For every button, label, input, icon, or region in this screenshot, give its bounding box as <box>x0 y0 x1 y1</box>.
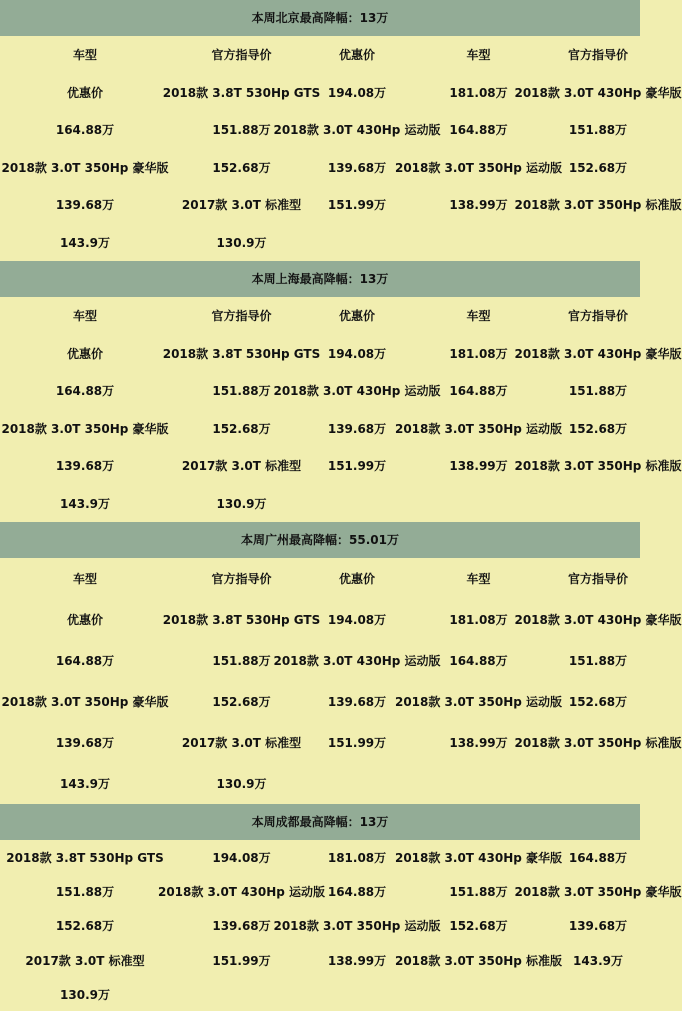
model-cell <box>313 763 401 804</box>
price-cell: 151.99万 <box>327 459 387 474</box>
column-header: 优惠价 <box>66 613 103 627</box>
section-title: 本周北京最高降幅：13万 <box>0 0 640 36</box>
price-cell: 181.08万 <box>327 850 387 865</box>
price-table <box>0 297 682 522</box>
model-cell <box>170 977 313 1011</box>
price-cell: 130.9万 <box>216 496 267 511</box>
column-header: 官方指导价 <box>567 309 628 324</box>
section-title: 本周上海最高降幅：13万 <box>0 261 640 297</box>
price-cell: 151.99万 <box>212 953 271 968</box>
price-cell: 152.68万 <box>568 421 628 436</box>
price-cell: 151.88万 <box>212 654 271 668</box>
model-cell: 2018款 3.0T 350Hp 运动版 <box>394 421 563 436</box>
model-cell: 2018款 3.0T 350Hp 豪华版 <box>514 884 682 899</box>
model-cell <box>313 224 401 262</box>
price-cell: 151.88万 <box>568 123 628 138</box>
price-cell: 151.88万 <box>212 123 271 138</box>
price-cell: 139.68万 <box>55 736 115 750</box>
price-table <box>0 36 682 261</box>
column-header: 优惠价 <box>338 572 375 586</box>
model-cell <box>313 485 401 523</box>
price-cell: 151.88万 <box>568 654 628 668</box>
price-cell: 164.88万 <box>449 384 508 399</box>
price-cell: 152.68万 <box>212 421 271 436</box>
price-table <box>0 840 682 1011</box>
price-cell: 151.88万 <box>449 884 508 899</box>
price-cell: 152.68万 <box>449 919 508 934</box>
model-cell: 2017款 3.0T 标准型 <box>25 953 145 968</box>
price-cell: 139.68万 <box>55 198 115 213</box>
price-cell: 139.68万 <box>212 919 271 934</box>
price-cell: 152.68万 <box>55 919 115 934</box>
model-cell: 2018款 3.0T 350Hp 标准版 <box>514 736 682 750</box>
column-header: 车型 <box>72 48 97 63</box>
column-header: 车型 <box>466 48 491 63</box>
price-cell: 138.99万 <box>449 459 508 474</box>
column-header: 优惠价 <box>66 346 103 361</box>
price-cell: 152.68万 <box>212 160 271 175</box>
model-cell: 2018款 3.0T 430Hp 豪华版 <box>514 346 682 361</box>
price-section <box>0 0 682 261</box>
model-cell: 2018款 3.8T 530Hp GTS <box>162 346 321 361</box>
price-cell: 151.88万 <box>212 384 271 399</box>
model-cell: 2018款 3.8T 530Hp GTS <box>162 85 321 100</box>
price-cell: 194.08万 <box>327 613 387 627</box>
price-cell: 151.99万 <box>327 736 387 750</box>
price-cell: 143.9万 <box>60 496 110 511</box>
price-cell: 164.88万 <box>449 654 508 668</box>
price-cell <box>401 224 556 262</box>
price-cell: 181.08万 <box>449 346 508 361</box>
column-header: 车型 <box>72 572 97 586</box>
model-cell: 2018款 3.0T 350Hp 标准版 <box>394 953 563 968</box>
price-cell: 130.9万 <box>60 987 110 1002</box>
model-cell: 2018款 3.0T 430Hp 豪华版 <box>394 850 563 865</box>
column-header: 优惠价 <box>338 309 375 324</box>
model-cell: 2018款 3.0T 430Hp 运动版 <box>273 654 441 668</box>
model-cell: 2018款 3.0T 430Hp 运动版 <box>157 884 326 899</box>
model-cell: 2017款 3.0T 标准型 <box>181 459 302 474</box>
section-title: 本周成都最高降幅：13万 <box>0 804 640 840</box>
price-cell <box>401 485 556 523</box>
price-cell: 164.88万 <box>449 123 508 138</box>
column-header: 官方指导价 <box>211 572 272 586</box>
column-header: 官方指导价 <box>211 309 272 324</box>
column-header: 车型 <box>466 572 491 586</box>
model-cell: 2018款 3.0T 350Hp 运动版 <box>273 919 441 934</box>
column-header: 官方指导价 <box>567 48 628 63</box>
column-header: 官方指导价 <box>567 572 628 586</box>
price-cell: 181.08万 <box>449 85 508 100</box>
model-cell: 2018款 3.8T 530Hp GTS <box>162 613 321 627</box>
price-table <box>0 558 682 804</box>
price-section <box>0 261 682 522</box>
price-cell <box>401 763 556 804</box>
model-cell: 2018款 3.0T 350Hp 标准版 <box>514 198 682 213</box>
price-cell: 181.08万 <box>449 613 508 627</box>
model-cell: 2017款 3.0T 标准型 <box>181 198 302 213</box>
price-cell: 164.88万 <box>55 384 115 399</box>
price-section <box>0 522 682 804</box>
model-cell: 2018款 3.8T 530Hp GTS <box>6 850 164 865</box>
column-header: 官方指导价 <box>211 48 272 63</box>
model-cell: 2018款 3.0T 350Hp 运动版 <box>394 160 563 175</box>
model-cell: 2017款 3.0T 标准型 <box>181 736 302 750</box>
price-cell: 139.68万 <box>327 421 387 436</box>
price-cell: 151.88万 <box>568 384 628 399</box>
price-cell: 194.08万 <box>327 346 387 361</box>
price-cell: 164.88万 <box>568 850 628 865</box>
price-cell <box>313 977 401 1011</box>
price-section <box>0 804 682 1011</box>
price-cell: 152.68万 <box>212 695 271 709</box>
model-cell: 2018款 3.0T 430Hp 运动版 <box>273 384 441 399</box>
price-cell: 151.99万 <box>327 198 387 213</box>
price-cell: 138.99万 <box>327 953 387 968</box>
price-cell: 130.9万 <box>216 777 267 791</box>
column-header: 车型 <box>466 309 491 324</box>
price-cell: 138.99万 <box>449 736 508 750</box>
price-cell: 143.9万 <box>573 953 623 968</box>
model-cell: 2018款 3.0T 350Hp 豪华版 <box>1 160 169 175</box>
model-cell: 2018款 3.0T 430Hp 运动版 <box>273 123 441 138</box>
price-cell: 139.68万 <box>55 459 115 474</box>
price-cell: 164.88万 <box>55 123 115 138</box>
price-cell: 139.68万 <box>327 695 387 709</box>
column-header: 优惠价 <box>338 48 375 63</box>
price-cell: 152.68万 <box>568 695 628 709</box>
price-cell <box>401 977 556 1011</box>
price-cell: 164.88万 <box>327 884 387 899</box>
price-cell: 194.08万 <box>212 850 271 865</box>
price-cell: 151.88万 <box>55 884 115 899</box>
price-cell: 164.88万 <box>55 654 115 668</box>
price-cell: 194.08万 <box>327 85 387 100</box>
price-cell: 139.68万 <box>327 160 387 175</box>
price-cell: 143.9万 <box>60 777 110 791</box>
model-cell: 2018款 3.0T 350Hp 豪华版 <box>1 421 169 436</box>
price-cell <box>556 485 640 523</box>
model-cell: 2018款 3.0T 430Hp 豪华版 <box>514 613 682 627</box>
price-cell <box>556 224 640 262</box>
model-cell: 2018款 3.0T 350Hp 运动版 <box>394 695 563 709</box>
price-cell: 130.9万 <box>216 235 267 250</box>
column-header: 车型 <box>72 309 97 324</box>
price-cell: 143.9万 <box>60 235 110 250</box>
column-header: 优惠价 <box>66 85 103 100</box>
section-title: 本周广州最高降幅：55.01万 <box>0 522 640 558</box>
price-cell: 152.68万 <box>568 160 628 175</box>
price-cell: 138.99万 <box>449 198 508 213</box>
model-cell: 2018款 3.0T 430Hp 豪华版 <box>514 85 682 100</box>
model-cell: 2018款 3.0T 350Hp 豪华版 <box>1 695 169 709</box>
price-cell: 139.68万 <box>568 919 628 934</box>
price-cell <box>556 763 640 804</box>
model-cell: 2018款 3.0T 350Hp 标准版 <box>514 459 682 474</box>
